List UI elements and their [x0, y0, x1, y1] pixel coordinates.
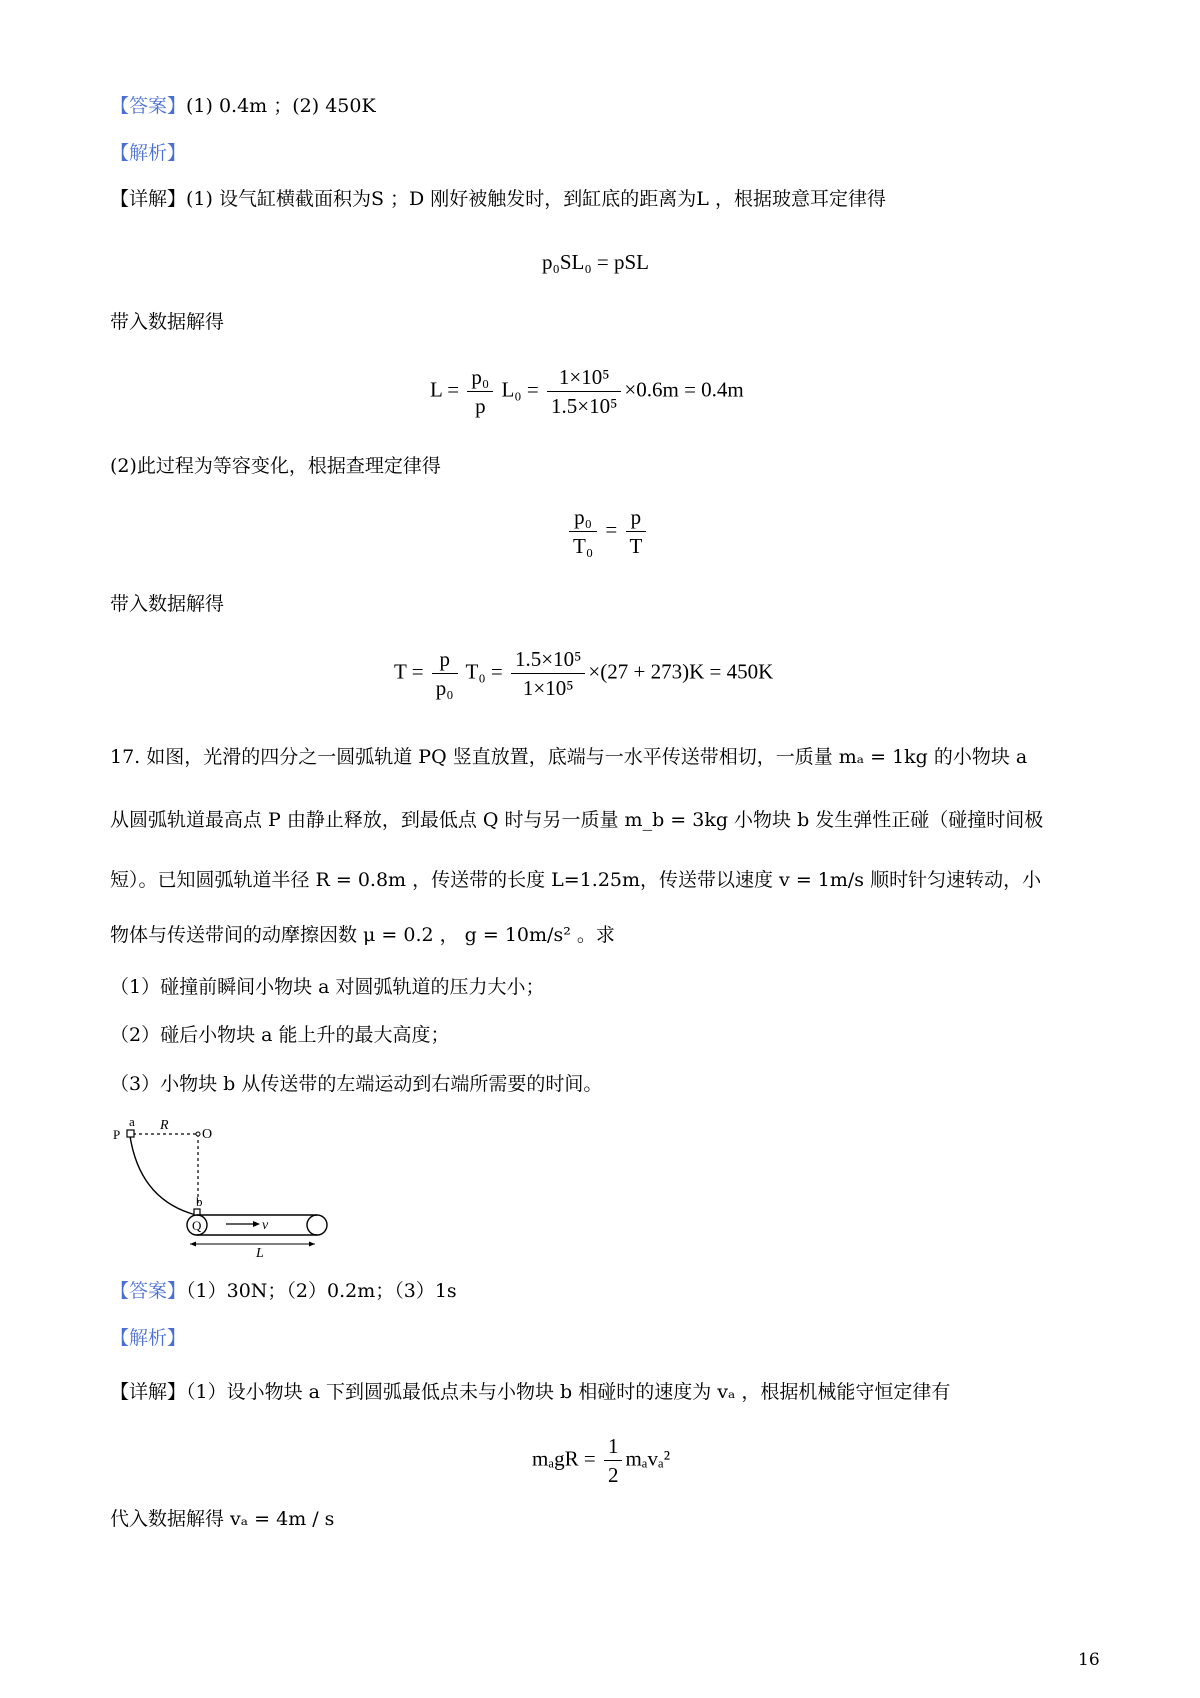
block-b	[194, 1209, 200, 1215]
eq2-mid: L₀ =	[501, 377, 539, 402]
eq2-fraction-pressure: $\frac{\text{p₀}}{p}$	[467, 365, 493, 418]
eq2-prefix: L =	[430, 377, 460, 402]
equation-charles	[566, 505, 649, 558]
center-point-o	[196, 1132, 200, 1136]
answer-tag: 【答案】	[110, 95, 187, 117]
label-a: a	[129, 1114, 135, 1129]
q17-analysis-tag	[110, 1324, 186, 1352]
q17-result: 代入数据解得 vₐ = 4m / s	[110, 1508, 335, 1530]
eq4-fraction-values: $\frac{\text{1.5×10⁵}}{\text{1×10⁵}}$	[511, 647, 585, 700]
label-l: L	[256, 1246, 264, 1257]
eq3-fraction-right: $\frac{p}{T}$	[626, 505, 647, 558]
q17-stem-line-4: 物体与传送带间的动摩擦因数 μ = 0.2 ， g = 10m/s² 。求	[110, 924, 615, 946]
q17-subquestion-3: （3）小物块 b 从传送带的左端运动到右端所需要的时间。	[110, 1073, 603, 1095]
q17-stem-line-1: 17. 如图，光滑的四分之一圆弧轨道 PQ 竖直放置，底端与一水平传送带相切，一质量 mₐ = 1kg 的小物块 a	[110, 746, 1028, 768]
analysis-tag: 【解析】	[110, 142, 187, 164]
right-roller	[307, 1215, 327, 1235]
part2-intro: (2)此过程为等容变化，根据查理定律得	[110, 455, 441, 477]
q17-detail-line	[110, 1378, 950, 1406]
q17-stem-line-2: 从圆弧轨道最高点 P 由静止释放，到最低点 Q 时与另一质量 m_b = 3kg 小物块 b 发生弹性正碰（碰撞时间极	[110, 809, 1044, 831]
equation-temperature	[394, 647, 773, 700]
answer-text: (1) 0.4m ；(2) 450K	[186, 95, 376, 117]
q16-detail-line	[110, 185, 886, 213]
q17-answer-line	[110, 1277, 457, 1305]
analysis-tag: 【解析】	[110, 1327, 187, 1349]
q17-subquestion-1: （1）碰撞前瞬间小物块 a 对圆弧轨道的压力大小；	[110, 976, 545, 998]
eq4-suffix: ×(27 + 273)K = 450K	[588, 659, 774, 684]
page-number: 16	[1078, 1650, 1100, 1670]
block-a	[127, 1130, 134, 1137]
q17-stem-line-3: 短）。已知圆弧轨道半径 R = 0.8m ，传送带的长度 L=1.25m，传送带以速度 v = 1m/s 顺时针匀速转动，小	[110, 869, 1042, 891]
q17-subquestion-2: （2）碰后小物块 a 能上升的最大高度；	[110, 1024, 450, 1046]
substitute-text-2: 带入数据解得	[110, 593, 225, 615]
detail-intro: （1）设小物块 a 下到圆弧最低点未与小物块 b 相碰时的速度为 vₐ ，根据机械能守恒定律有	[186, 1381, 951, 1403]
eq5-left: mₐgR =	[532, 1446, 596, 1471]
label-v: v	[262, 1218, 269, 1233]
q16-answer-line	[110, 92, 376, 120]
velocity-arrowhead	[253, 1221, 260, 1227]
arc-track	[130, 1136, 196, 1215]
equation-energy	[532, 1434, 670, 1487]
eq3-equals: =	[605, 517, 618, 542]
eq2-suffix: ×0.6m = 0.4m	[624, 377, 744, 402]
length-arrowhead-right	[309, 1242, 315, 1247]
detail-tag: 【详解】	[110, 188, 187, 210]
eq4-fraction-pressure: $\frac{p}{\text{p₀}}$	[432, 647, 458, 700]
answer-text: （1）30N；（2）0.2m；（3）1s	[186, 1280, 457, 1302]
label-r: R	[160, 1118, 169, 1133]
label-q: Q	[192, 1218, 202, 1233]
length-arrowhead-left	[190, 1242, 196, 1247]
eq5-fraction-half: $\frac{1}{2}$	[604, 1434, 623, 1487]
answer-tag: 【答案】	[110, 1280, 187, 1302]
eq4-mid: T₀ =	[465, 659, 503, 684]
q16-analysis-tag	[110, 139, 186, 167]
eq5-right: mₐvₐ²	[625, 1446, 671, 1471]
eq3-fraction-left: $\frac{\text{p₀}}{\text{T₀}}$	[569, 505, 597, 558]
detail-intro: (1) 设气缸横截面积为S ；D 刚好被触发时，到缸底的距离为L ，根据玻意耳定律得	[186, 188, 886, 210]
detail-tag: 【详解】	[110, 1381, 187, 1403]
substitute-text-1: 带入数据解得	[110, 311, 225, 333]
eq4-prefix: T =	[394, 659, 424, 684]
track-conveyor-figure	[110, 1112, 350, 1257]
equation-length	[430, 365, 744, 418]
equation-boyle: p₀SL₀ = pSL	[542, 250, 649, 274]
label-o: O	[202, 1127, 213, 1142]
eq2-fraction-values: $\frac{\text{1×10⁵}}{\text{1.5×10⁵}}$	[547, 365, 621, 418]
label-p: P	[113, 1127, 121, 1142]
label-b: b	[196, 1194, 203, 1209]
